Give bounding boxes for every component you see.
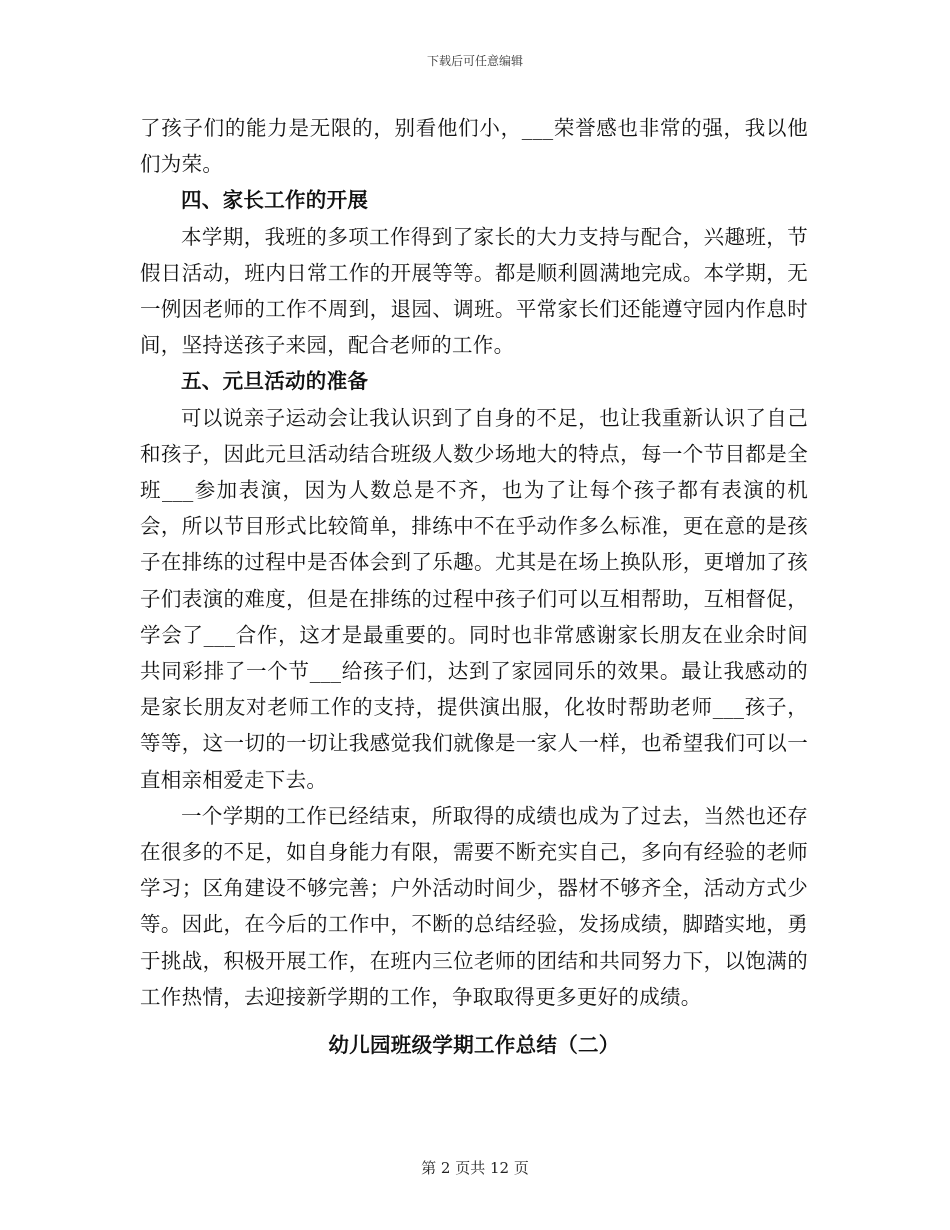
page-header: 下载后可任意编辑 <box>426 54 523 68</box>
paragraph-summary: 一个学期的工作已经结束，所取得的成绩也成为了过去，当然也还存在很多的不足，如自身能力有限，需要不断充实自己，多向有经验的老师学习；区角建设不够完善；户外活动时间少，器材不够齐全，活动方式少等。因此，在今后的工作中，不断的总结经验，发扬成绩，脚踏实地，勇于挑战，积极开展工作，在班内三位老师的团结和共同努力下，以饱满的工作热情，去迎接新学期的工作，争取取得更多更好的成绩。 <box>140 803 808 1009</box>
page-footer: 第 2 页共 12 页 <box>421 1159 529 1177</box>
paragraph-continued: 了孩子们的能力是无限的，别看他们小，___荣誉感也非常的强，我以他们为荣。 <box>140 116 808 177</box>
paragraph-new-year: 可以说亲子运动会让我认识到了自身的不足，也让我重新认识了自己和孩子，因此元旦活动结合班级人数少场地大的特点，每一个节目都是全班___参加表演，因为人数总是不齐，也为了让每个孩子都有表演的机会，所以节目形式比较简单，排练中不在乎动作多么标准，更在意的是孩子在排练的过程中是否体会到了乐趣。尤其是在场上换队形，更增加了孩子们表演的难度，但是在排练的过程中孩子们可以互相帮助，互相督促，学会了___合作，这才是最重要的。同时也非常感谢家长朋友在业余时间共同彩排了一个节___给孩子们，达到了家园同乐的效果。最让我感动的是家长朋友对老师工作的支持，提供演出服，化妆时帮助老师___孩子，等等，这一切的一切让我感觉我们就像是一家人一样，也希望我们可以一直相亲相爱走下去。 <box>140 405 808 792</box>
next-document-title: 幼儿园班级学期工作总结（二） <box>328 1033 620 1058</box>
section-heading-5: 五、元旦活动的准备 <box>181 369 369 394</box>
paragraph-parent-work: 本学期，我班的多项工作得到了家长的大力支持与配合，兴趣班，节假日活动，班内日常工作的开展等等。都是顺利圆满地完成。本学期，无一例因老师的工作不周到，退园、调班。平常家长们还能遵守园内作息时间，坚持送孩子来园，配合老师的工作。 <box>140 224 808 358</box>
document-body <box>140 110 808 1063</box>
section-heading-4: 四、家长工作的开展 <box>181 188 369 213</box>
